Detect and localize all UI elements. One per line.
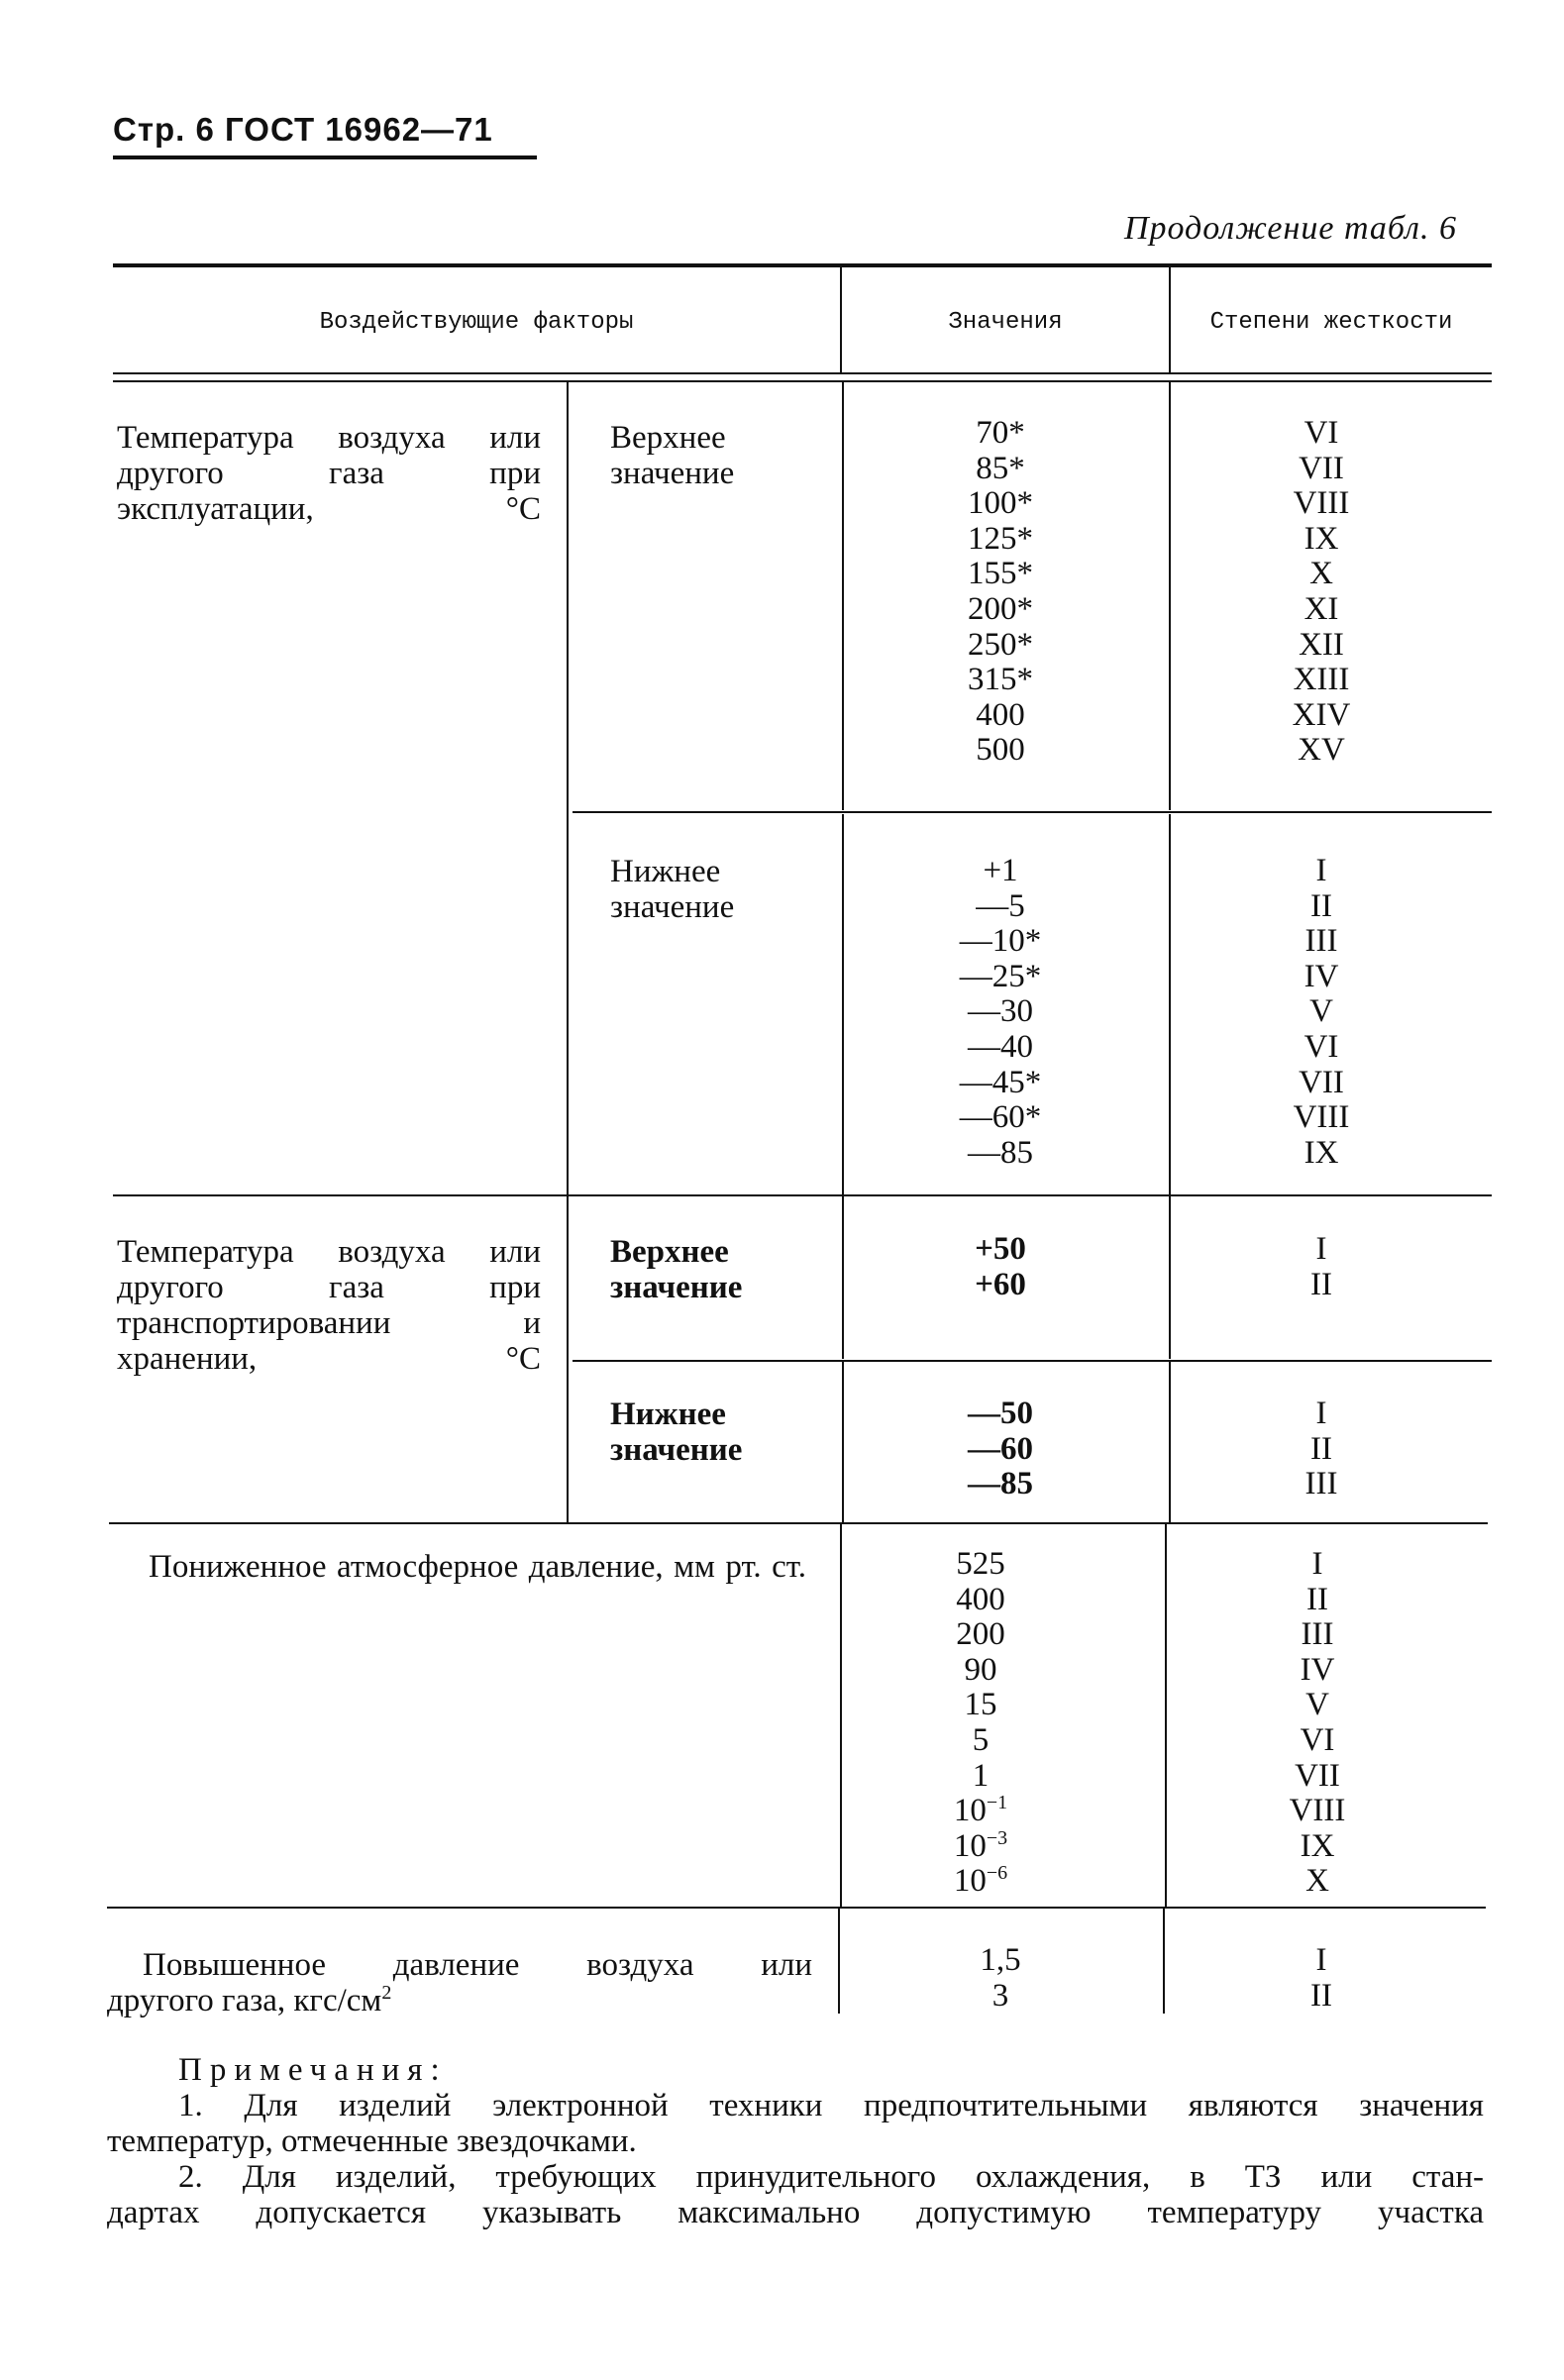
sub-label-lower-text: Нижнее значение	[610, 1397, 743, 1468]
exp-base: 10	[953, 1827, 987, 1864]
header-values: Значения	[948, 309, 1063, 336]
list-item: IV	[1300, 1651, 1335, 1688]
list-item: I	[1315, 1942, 1327, 1978]
list-item: —50	[968, 1396, 1033, 1431]
degrees-vline-3	[1169, 1196, 1171, 1359]
exp-power: −1	[986, 1792, 1008, 1814]
header-rule-1	[113, 372, 1492, 374]
list-item: VIII	[1293, 485, 1350, 522]
notes	[107, 2052, 1484, 2230]
degrees-list	[1169, 1547, 1466, 1900]
values-vline-3	[842, 1196, 844, 1359]
factor-storage-temperature: Температура воздуха или другого газа при транспортировании и хранении, °С	[117, 1234, 541, 1377]
exp-power: −6	[986, 1862, 1008, 1885]
list-item: V	[1309, 993, 1333, 1030]
values-list	[852, 416, 1149, 769]
degrees-list	[1173, 1397, 1470, 1502]
degrees-vline-1	[1169, 382, 1171, 810]
list-item: 400	[956, 1581, 1005, 1617]
list-item: 200*	[968, 590, 1033, 627]
list-item: III	[1304, 923, 1338, 960]
values-vline-4	[842, 1362, 844, 1522]
notes-title: Примечания:	[178, 2052, 448, 2088]
list-item: XII	[1299, 626, 1344, 663]
list-item: 250*	[968, 626, 1033, 663]
note-1-line-1: 1. Для изделий электронной техники предпочтительными являются значения	[178, 2088, 1484, 2123]
sub-divider-2	[573, 1360, 1492, 1362]
note-2-line-2: дартах допускается указывать максимально допустимую температуру участка	[107, 2195, 1484, 2230]
list-item: 3	[991, 1977, 1009, 2014]
header-factors: Воздействующие факторы	[319, 309, 634, 336]
row-divider-3	[107, 1907, 1486, 1909]
list-item: +1	[983, 853, 1018, 888]
sub-divider-1	[573, 811, 1492, 813]
list-item: VI	[1303, 1028, 1339, 1065]
list-item: I	[1315, 1396, 1327, 1431]
factor-operating-temperature: Температура воздуха или другого газа при эксплуатации, °С	[117, 420, 541, 527]
row-divider-2	[109, 1522, 1488, 1524]
factor-high-pressure-line2	[107, 1983, 812, 2018]
list-item: —85	[968, 1134, 1033, 1171]
exp-power: −3	[986, 1826, 1008, 1849]
sub-label-upper	[574, 1234, 822, 1305]
list-item: IX	[1300, 1827, 1335, 1864]
list-item: III	[1301, 1616, 1334, 1653]
factor-high-pressure	[107, 1947, 812, 2018]
exp-value-2	[832, 1826, 1129, 1865]
degrees-list	[1173, 1943, 1470, 2014]
values-vline-2	[842, 814, 844, 1194]
values-list-plain	[832, 1547, 1129, 1794]
header-degrees: Степени жесткости	[1209, 309, 1453, 336]
list-item: 1	[972, 1757, 990, 1794]
list-item: X	[1309, 556, 1333, 592]
list-item: VII	[1295, 1757, 1340, 1794]
header-rule-2	[113, 380, 1492, 382]
values-list	[852, 854, 1149, 1171]
exp-value-3	[832, 1864, 1129, 1900]
table-continuation-label: Продолжение табл. 6	[1123, 210, 1457, 247]
degrees-vline-4	[1169, 1362, 1171, 1522]
list-item: VII	[1299, 1064, 1344, 1100]
values-vline-6	[838, 1909, 840, 2014]
list-item: 525	[956, 1546, 1005, 1582]
list-item: II	[1310, 1430, 1332, 1467]
list-item: I	[1311, 1546, 1323, 1582]
sub-label-upper	[574, 420, 822, 491]
list-item: +60	[975, 1266, 1026, 1302]
values-list	[832, 1547, 1129, 1900]
list-item: —5	[976, 887, 1025, 924]
sub-label-lower-text: Нижнее значение	[610, 854, 735, 925]
header-rule	[113, 155, 537, 159]
list-item: 500	[976, 732, 1025, 769]
sub-label-upper-text: Верхнее значение	[610, 1234, 743, 1305]
list-item: —45*	[959, 1064, 1042, 1100]
values-list	[852, 1397, 1149, 1502]
sub-label-upper-text: Верхнее значение	[610, 420, 735, 491]
list-item: II	[1310, 1977, 1332, 2014]
list-item: 15	[964, 1687, 997, 1723]
list-item: II	[1310, 887, 1332, 924]
degrees-list	[1173, 1232, 1470, 1302]
list-item: —60*	[959, 1099, 1042, 1136]
list-item: II	[1310, 1266, 1332, 1302]
list-item: —85	[968, 1466, 1033, 1502]
degrees-list	[1173, 416, 1470, 769]
values-list	[852, 1232, 1149, 1302]
list-item: —40	[968, 1028, 1033, 1065]
factor-low-pressure: Пониженное атмосферное давление, мм рт. ст.	[149, 1549, 806, 1585]
sub-label-lower	[574, 1397, 822, 1468]
list-item: IV	[1303, 958, 1339, 994]
list-item: 155*	[968, 556, 1033, 592]
list-item: V	[1305, 1687, 1329, 1723]
degrees-vline-6	[1163, 1909, 1165, 2014]
list-item: I	[1315, 853, 1327, 888]
list-item: 1,5	[980, 1942, 1021, 1978]
sub-label-lower	[574, 854, 822, 925]
page-header: Стр. 6 ГОСТ 16962—71	[113, 111, 493, 148]
list-item: I	[1315, 1231, 1327, 1267]
note-2-line-1: 2. Для изделий, требующих принудительного охлаждения, в ТЗ или стан-	[178, 2159, 1484, 2195]
list-item: XIV	[1292, 696, 1351, 733]
list-item: 5	[972, 1721, 990, 1758]
row-divider-1	[113, 1194, 1492, 1196]
list-item: VI	[1303, 415, 1339, 451]
degrees-vline-5	[1165, 1524, 1167, 1907]
list-item: 200	[956, 1616, 1005, 1653]
list-item: IX	[1303, 520, 1339, 557]
list-item: —30	[968, 993, 1033, 1030]
list-item: 400	[976, 696, 1025, 733]
exp-value-1	[832, 1794, 1129, 1829]
list-item: VIII	[1293, 1099, 1350, 1136]
factor-divider-2	[567, 1196, 569, 1522]
list-item: 90	[964, 1651, 997, 1688]
exp-base: 10	[953, 1863, 987, 1900]
list-item: +50	[975, 1231, 1026, 1267]
list-item: II	[1306, 1581, 1328, 1617]
list-item: III	[1304, 1466, 1338, 1502]
values-vline-1	[842, 382, 844, 810]
list-item: VII	[1299, 450, 1344, 486]
list-item: —25*	[959, 958, 1042, 994]
table-top-rule	[113, 263, 1492, 267]
list-item: XI	[1303, 590, 1339, 627]
list-item: X	[1305, 1863, 1329, 1900]
note-1-line-2: температур, отмеченные звездочками.	[107, 2123, 637, 2159]
degrees-list	[1173, 854, 1470, 1171]
list-item: IX	[1303, 1134, 1339, 1171]
list-item: 70*	[976, 415, 1025, 451]
list-item: VI	[1300, 1721, 1335, 1758]
list-item: —10*	[959, 923, 1042, 960]
values-list	[852, 1943, 1149, 2014]
list-item: 85*	[976, 450, 1025, 486]
list-item: VIII	[1289, 1793, 1346, 1829]
list-item: 315*	[968, 662, 1033, 698]
factor-divider-1	[567, 382, 569, 1194]
factor-high-pressure-line1: Повышенное давление воздуха или	[143, 1947, 812, 1983]
exp-base: 10	[953, 1793, 987, 1829]
list-item: 100*	[968, 485, 1033, 522]
factor-high-pressure-text: другого газа, кгс/см	[107, 1983, 382, 2018]
list-item: XIII	[1293, 662, 1350, 698]
list-item: —60	[968, 1430, 1033, 1467]
list-item: XV	[1298, 732, 1345, 769]
degrees-vline-2	[1169, 814, 1171, 1194]
unit-superscript: 2	[381, 1982, 392, 2004]
list-item: 125*	[968, 520, 1033, 557]
